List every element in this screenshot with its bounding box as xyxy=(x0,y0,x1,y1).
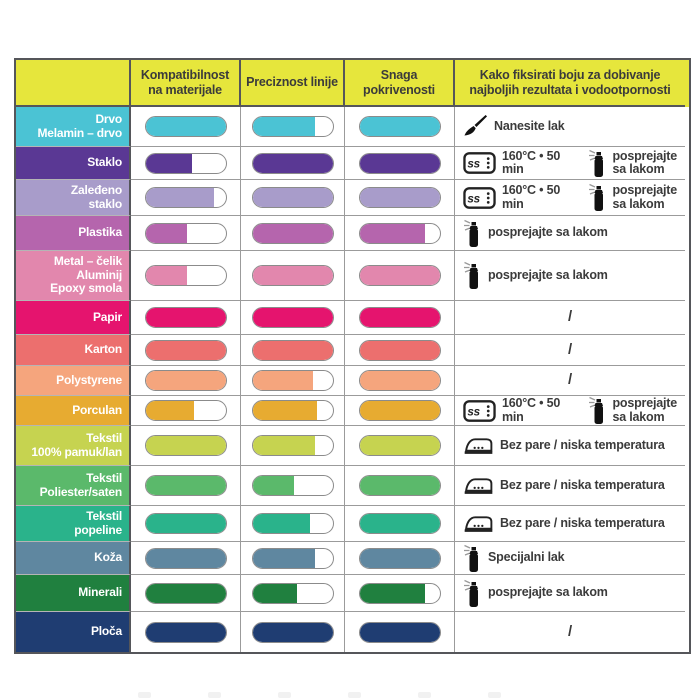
rating-pill xyxy=(145,400,227,421)
fixation-instruction xyxy=(463,261,608,290)
table-row xyxy=(16,301,689,335)
fixation-instruction xyxy=(588,183,678,212)
material-cell xyxy=(16,251,131,301)
material-cell xyxy=(16,506,131,542)
rating-fill xyxy=(253,401,317,420)
rating-cell-preciznost xyxy=(241,301,345,335)
material-label: Metal – čelik xyxy=(53,254,122,269)
rating-fill xyxy=(146,266,188,285)
rating-fill xyxy=(360,117,440,136)
table-row xyxy=(16,216,689,251)
oven-icon xyxy=(463,399,496,423)
rating-cell-kompatibilnost xyxy=(131,147,241,180)
table-row xyxy=(16,466,689,506)
rating-cell-kompatibilnost xyxy=(131,251,241,301)
rating-cell-preciznost xyxy=(241,542,345,575)
rating-pill xyxy=(145,435,227,456)
rating-fill xyxy=(360,308,440,327)
fixation-instruction xyxy=(463,475,665,496)
material-label: Ploča xyxy=(90,624,122,639)
rating-pill xyxy=(252,513,334,534)
rating-fill xyxy=(146,224,188,243)
fixation-cell xyxy=(455,335,685,366)
material-label: Aluminij xyxy=(76,267,122,282)
rating-cell-snaga xyxy=(345,575,455,612)
rating-cell-preciznost xyxy=(241,612,345,652)
pen-tip-mark xyxy=(208,692,221,698)
rating-pill xyxy=(252,340,334,361)
material-label: Karton xyxy=(84,342,122,357)
rating-fill xyxy=(146,623,226,642)
spray-icon xyxy=(588,149,607,178)
rating-fill xyxy=(146,117,226,136)
rating-fill xyxy=(146,549,226,568)
rating-cell-preciznost xyxy=(241,426,345,466)
material-label: Tekstil xyxy=(86,509,122,524)
rating-fill xyxy=(360,224,426,243)
rating-cell-kompatibilnost xyxy=(131,396,241,426)
material-label: Poliester/saten xyxy=(39,484,122,499)
material-label: Drvo xyxy=(95,112,122,127)
rating-cell-kompatibilnost xyxy=(131,107,241,147)
rating-cell-kompatibilnost xyxy=(131,506,241,542)
fixation-text: posprejajte sa lakom xyxy=(488,267,608,282)
rating-fill xyxy=(253,514,311,533)
material-label: Zaleđeno xyxy=(70,183,122,198)
rating-cell-kompatibilnost xyxy=(131,466,241,506)
fixation-instruction xyxy=(588,149,678,178)
material-label: Koža xyxy=(94,550,122,565)
oven-icon xyxy=(463,186,496,210)
rating-fill xyxy=(146,308,226,327)
fixation-instruction xyxy=(568,372,572,388)
rating-fill xyxy=(146,341,226,360)
rating-cell-snaga xyxy=(345,107,455,147)
rating-fill xyxy=(253,266,333,285)
fixation-instruction xyxy=(463,150,580,177)
rating-fill xyxy=(360,401,440,420)
iron-icon xyxy=(463,513,494,534)
material-label: popeline xyxy=(74,522,122,537)
spray-icon xyxy=(588,183,607,212)
rating-cell-snaga xyxy=(345,542,455,575)
rating-fill xyxy=(253,584,297,603)
fixation-cell xyxy=(455,107,685,147)
rating-fill xyxy=(360,584,426,603)
fixation-text: posprejajte sa lakom xyxy=(612,148,677,176)
rating-fill xyxy=(360,266,440,285)
rating-cell-kompatibilnost xyxy=(131,366,241,396)
rating-cell-preciznost xyxy=(241,180,345,216)
fixation-text: posprejajte sa lakom xyxy=(488,585,608,600)
material-cell xyxy=(16,612,131,652)
material-label: Staklo xyxy=(87,155,122,170)
rating-pill xyxy=(359,187,441,208)
fixation-text: posprejajte sa lakom xyxy=(488,225,608,240)
rating-fill xyxy=(253,623,333,642)
rating-fill xyxy=(146,188,214,207)
fixation-text: 160°C • 50 min xyxy=(502,396,561,424)
rating-cell-kompatibilnost xyxy=(131,216,241,251)
material-cell xyxy=(16,396,131,426)
rating-fill xyxy=(360,154,440,173)
header-preciznost: Preciznost linije xyxy=(241,60,345,107)
fixation-text: / xyxy=(568,340,572,358)
fixation-instruction xyxy=(463,435,665,456)
rating-pill xyxy=(252,265,334,286)
rating-pill xyxy=(359,223,441,244)
rating-cell-kompatibilnost xyxy=(131,335,241,366)
material-cell xyxy=(16,107,131,147)
rating-fill xyxy=(360,476,440,495)
rating-pill xyxy=(145,513,227,534)
material-label: Minerali xyxy=(78,585,122,600)
rating-cell-kompatibilnost xyxy=(131,180,241,216)
rating-pill xyxy=(359,370,441,391)
fixation-cell xyxy=(455,366,685,396)
material-label: Plastika xyxy=(78,225,122,240)
rating-cell-preciznost xyxy=(241,366,345,396)
fixation-text: Bez pare / niska temperatura xyxy=(500,515,665,530)
table-body xyxy=(16,107,689,652)
rating-pill xyxy=(359,116,441,137)
rating-cell-kompatibilnost xyxy=(131,426,241,466)
rating-pill xyxy=(145,548,227,569)
oven-icon xyxy=(463,151,496,175)
material-cell xyxy=(16,575,131,612)
fixation-text: / xyxy=(568,622,572,640)
table-row xyxy=(16,366,689,396)
rating-cell-snaga xyxy=(345,147,455,180)
rating-pill xyxy=(252,116,334,137)
rating-pill xyxy=(359,265,441,286)
rating-pill xyxy=(359,583,441,604)
fixation-text: posprejajte sa lakom xyxy=(612,396,677,424)
header-row xyxy=(16,60,689,107)
cropped-pen-tips xyxy=(0,692,700,700)
rating-cell-kompatibilnost xyxy=(131,612,241,652)
rating-pill xyxy=(252,223,334,244)
rating-pill xyxy=(145,153,227,174)
pen-tip-mark xyxy=(278,692,291,698)
rating-fill xyxy=(146,436,226,455)
rating-pill xyxy=(252,622,334,643)
table-row xyxy=(16,180,689,216)
rating-pill xyxy=(145,340,227,361)
fixation-instruction xyxy=(463,513,665,534)
table-row xyxy=(16,612,689,652)
rating-fill xyxy=(146,371,226,390)
fixation-text: / xyxy=(568,371,572,389)
rating-pill xyxy=(252,435,334,456)
rating-fill xyxy=(360,341,440,360)
header-snaga: Snaga pokrivenosti xyxy=(345,60,455,107)
rating-fill xyxy=(360,623,440,642)
rating-cell-snaga xyxy=(345,506,455,542)
rating-pill xyxy=(252,370,334,391)
rating-fill xyxy=(360,549,440,568)
fixation-cell xyxy=(455,301,685,335)
material-cell xyxy=(16,426,131,466)
spray-icon xyxy=(463,544,482,573)
fixation-instruction xyxy=(463,579,608,608)
rating-pill xyxy=(359,622,441,643)
rating-cell-snaga xyxy=(345,301,455,335)
material-label: Tekstil xyxy=(86,431,122,446)
svg-text:ss: ss xyxy=(467,157,480,171)
spray-icon xyxy=(463,579,482,608)
rating-pill xyxy=(359,435,441,456)
material-label: Tekstil xyxy=(86,471,122,486)
rating-cell-preciznost xyxy=(241,251,345,301)
table-row xyxy=(16,147,689,180)
rating-fill xyxy=(253,117,315,136)
rating-pill xyxy=(359,153,441,174)
rating-fill xyxy=(146,401,194,420)
spray-icon xyxy=(588,396,607,425)
rating-fill xyxy=(146,476,226,495)
pen-tip-mark xyxy=(488,692,501,698)
rating-cell-snaga xyxy=(345,612,455,652)
rating-pill xyxy=(359,307,441,328)
material-label: 100% pamuk/lan xyxy=(31,444,122,459)
rating-fill xyxy=(360,371,440,390)
fixation-instruction xyxy=(463,397,580,424)
table-row xyxy=(16,506,689,542)
rating-cell-snaga xyxy=(345,396,455,426)
fixation-instruction xyxy=(568,309,572,325)
rating-cell-preciznost xyxy=(241,466,345,506)
fixation-text: 160°C • 50 min xyxy=(502,183,561,211)
rating-pill xyxy=(359,400,441,421)
rating-cell-snaga xyxy=(345,180,455,216)
table-row xyxy=(16,575,689,612)
fixation-text: Bez pare / niska temperatura xyxy=(500,437,665,452)
rating-fill xyxy=(146,154,192,173)
material-cell xyxy=(16,147,131,180)
rating-cell-kompatibilnost xyxy=(131,575,241,612)
rating-fill xyxy=(253,188,333,207)
spray-icon xyxy=(463,261,482,290)
compatibility-table xyxy=(14,58,691,654)
pen-tip-mark xyxy=(138,692,151,698)
rating-fill xyxy=(360,436,440,455)
rating-cell-snaga xyxy=(345,466,455,506)
rating-pill xyxy=(252,187,334,208)
rating-fill xyxy=(253,436,315,455)
fixation-cell xyxy=(455,466,685,506)
rating-pill xyxy=(145,475,227,496)
table-row xyxy=(16,396,689,426)
table-row xyxy=(16,542,689,575)
fixation-instruction xyxy=(463,219,608,248)
rating-pill xyxy=(252,475,334,496)
rating-cell-preciznost xyxy=(241,216,345,251)
table-row xyxy=(16,335,689,366)
rating-cell-preciznost xyxy=(241,147,345,180)
fixation-text: Specijalni lak xyxy=(488,550,565,565)
fixation-instruction xyxy=(463,184,580,211)
material-label: Porculan xyxy=(72,402,122,417)
header-kako-fiksirati: Kako fiksirati boju za dobivanje najboljih rezultata i vodootpornosti xyxy=(455,60,685,107)
rating-pill xyxy=(145,116,227,137)
pen-tip-mark xyxy=(348,692,361,698)
pen-tip-mark xyxy=(418,692,431,698)
rating-cell-preciznost xyxy=(241,335,345,366)
rating-cell-snaga xyxy=(345,335,455,366)
fixation-cell xyxy=(455,612,685,652)
rating-pill xyxy=(359,475,441,496)
rating-cell-preciznost xyxy=(241,396,345,426)
rating-cell-snaga xyxy=(345,426,455,466)
fixation-instruction xyxy=(588,396,678,425)
fixation-text: / xyxy=(568,308,572,326)
spray-icon xyxy=(463,219,482,248)
rating-pill xyxy=(252,548,334,569)
rating-pill xyxy=(145,622,227,643)
material-label: Melamin – drvo xyxy=(37,125,122,140)
fixation-cell xyxy=(455,426,685,466)
rating-fill xyxy=(253,549,315,568)
table-row xyxy=(16,107,689,147)
rating-pill xyxy=(252,307,334,328)
table-row xyxy=(16,426,689,466)
header-kompatibilnost: Kompatibilnost na materijale xyxy=(131,60,241,107)
iron-icon xyxy=(463,435,494,456)
material-label: Epoxy smola xyxy=(50,281,122,296)
rating-pill xyxy=(252,153,334,174)
fixation-instruction xyxy=(463,114,565,139)
rating-pill xyxy=(359,548,441,569)
svg-text:ss: ss xyxy=(467,191,480,205)
rating-pill xyxy=(145,265,227,286)
material-label: Papir xyxy=(92,309,122,324)
rating-pill xyxy=(359,340,441,361)
rating-pill xyxy=(252,400,334,421)
rating-fill xyxy=(360,188,440,207)
rating-cell-preciznost xyxy=(241,575,345,612)
rating-fill xyxy=(253,341,333,360)
rating-cell-kompatibilnost xyxy=(131,542,241,575)
fixation-cell xyxy=(455,542,685,575)
fixation-text: posprejajte sa lakom xyxy=(612,183,677,211)
fixation-cell xyxy=(455,396,685,426)
fixation-instruction xyxy=(568,624,572,640)
fixation-instruction xyxy=(568,342,572,358)
material-label: Polystyrene xyxy=(56,372,122,387)
material-cell xyxy=(16,542,131,575)
material-cell xyxy=(16,366,131,396)
material-cell xyxy=(16,180,131,216)
fixation-text: 160°C • 50 min xyxy=(502,148,561,176)
rating-fill xyxy=(360,514,440,533)
rating-cell-snaga xyxy=(345,366,455,396)
rating-fill xyxy=(253,476,295,495)
material-cell xyxy=(16,301,131,335)
fixation-cell xyxy=(455,251,685,301)
fixation-cell xyxy=(455,147,685,180)
fixation-cell xyxy=(455,575,685,612)
rating-fill xyxy=(253,308,333,327)
fixation-text: Bez pare / niska temperatura xyxy=(500,477,665,492)
rating-cell-snaga xyxy=(345,251,455,301)
rating-pill xyxy=(145,307,227,328)
fixation-text: Nanesite lak xyxy=(494,118,565,133)
material-cell xyxy=(16,466,131,506)
rating-pill xyxy=(145,187,227,208)
rating-cell-preciznost xyxy=(241,506,345,542)
rating-pill xyxy=(359,513,441,534)
rating-fill xyxy=(253,154,333,173)
fixation-cell xyxy=(455,180,685,216)
rating-pill xyxy=(145,223,227,244)
brush-icon xyxy=(463,114,488,139)
rating-cell-snaga xyxy=(345,216,455,251)
rating-cell-preciznost xyxy=(241,107,345,147)
material-cell xyxy=(16,335,131,366)
rating-fill xyxy=(146,514,226,533)
rating-fill xyxy=(146,584,226,603)
rating-pill xyxy=(252,583,334,604)
svg-text:ss: ss xyxy=(467,404,480,418)
material-label: staklo xyxy=(88,196,122,211)
table-row xyxy=(16,251,689,301)
fixation-cell xyxy=(455,216,685,251)
rating-pill xyxy=(145,583,227,604)
material-cell xyxy=(16,216,131,251)
rating-fill xyxy=(253,371,313,390)
rating-fill xyxy=(253,224,333,243)
fixation-cell xyxy=(455,506,685,542)
rating-cell-kompatibilnost xyxy=(131,301,241,335)
fixation-instruction xyxy=(463,544,564,573)
rating-pill xyxy=(145,370,227,391)
iron-icon xyxy=(463,475,494,496)
header-material-corner xyxy=(16,60,131,107)
